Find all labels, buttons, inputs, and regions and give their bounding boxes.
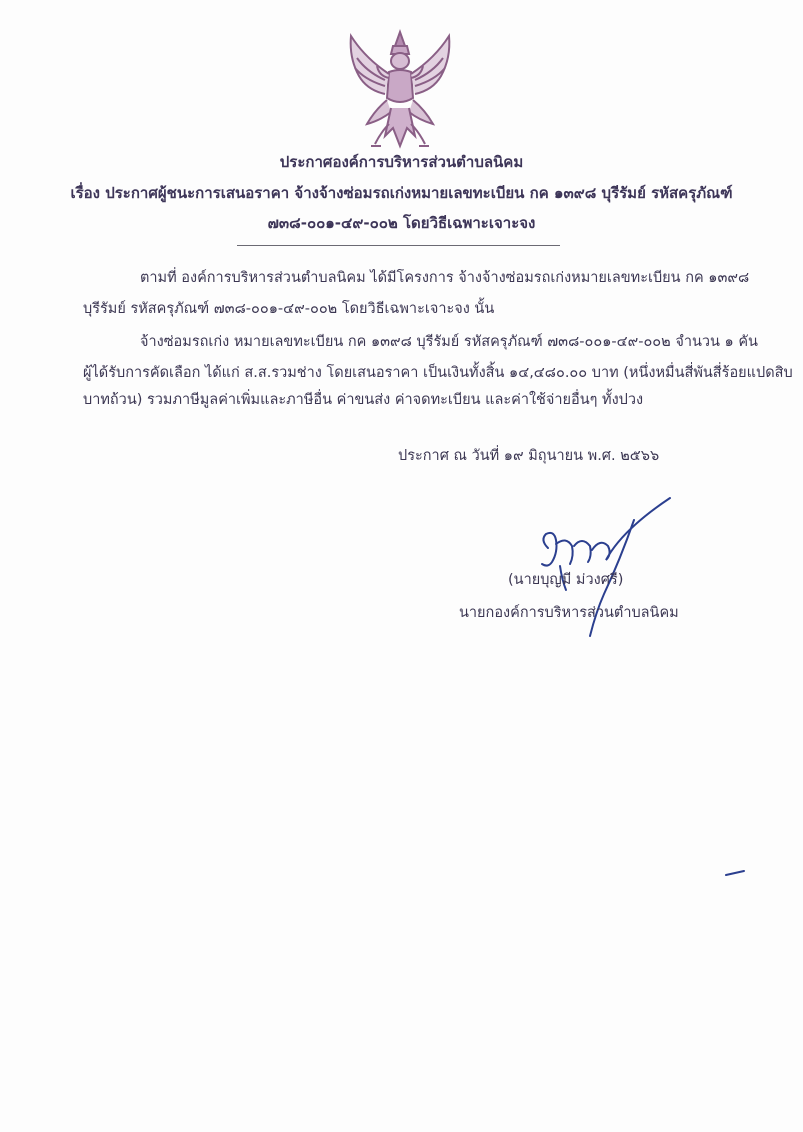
garuda-emblem — [345, 28, 455, 153]
signatory-name: (นายบุญมี ม่วงศรี) — [508, 572, 624, 588]
stray-ink-mark — [724, 868, 746, 878]
announcement-org-title: ประกาศองค์การบริหารส่วนตำบลนิคม — [279, 153, 524, 171]
title-divider — [237, 245, 560, 246]
body-paragraph-2-line-3: บาทถ้วน) รวมภาษีมูลค่าเพิ่มและภาษีอื่น ค่าขนส่ง ค่าจดทะเบียน และค่าใช้จ่ายอื่นๆ ทั้งปวง — [83, 392, 644, 408]
body-paragraph-1-line-2: บุรีรัมย์ รหัสครุภัณฑ์ ๗๓๘-๐๐๑-๔๙-๐๐๒ โดยวิธีเฉพาะเจาะจง นั้น — [83, 301, 495, 317]
body-paragraph-2-line-2: ผู้ได้รับการคัดเลือก ได้แก่ ส.ส.รวมช่าง โดยเสนอราคา เป็นเงินทั้งสิ้น ๑๔,๔๘๐.๐๐ บาท (หนึ่งหมื่นสี่พันสี่ร้อยแปดสิบ — [83, 365, 793, 381]
announcement-subject-line-1: เรื่อง ประกาศผู้ชนะการเสนอราคา จ้างจ้างซ่อมรถเก่งหมายเลขทะเบียน กค ๑๓๙๘ บุรีรัมย์ รหัสครุภัณฑ์ — [70, 184, 733, 202]
announcement-subject-line-2: ๗๓๘-๐๐๑-๔๙-๐๐๒ โดยวิธีเฉพาะเจาะจง — [267, 214, 536, 232]
body-paragraph-1-line-1: ตามที่ องค์การบริหารส่วนตำบลนิคม ได้มีโครงการ จ้างจ้างซ่อมรถเก่งหมายเลขทะเบียน กค ๑๓๙๘ — [140, 270, 750, 286]
signatory-position: นายกองค์การบริหารส่วนตำบลนิคม — [459, 605, 679, 621]
announcement-date: ประกาศ ณ วันที่ ๑๙ มิถุนายน พ.ศ. ๒๕๖๖ — [398, 448, 660, 464]
body-paragraph-2-line-1: จ้างซ่อมรถเก่ง หมายเลขทะเบียน กค ๑๓๙๘ บุรีรัมย์ รหัสครุภัณฑ์ ๗๓๘-๐๐๑-๔๙-๐๐๒ จำนวน ๑ คัน — [140, 334, 758, 350]
